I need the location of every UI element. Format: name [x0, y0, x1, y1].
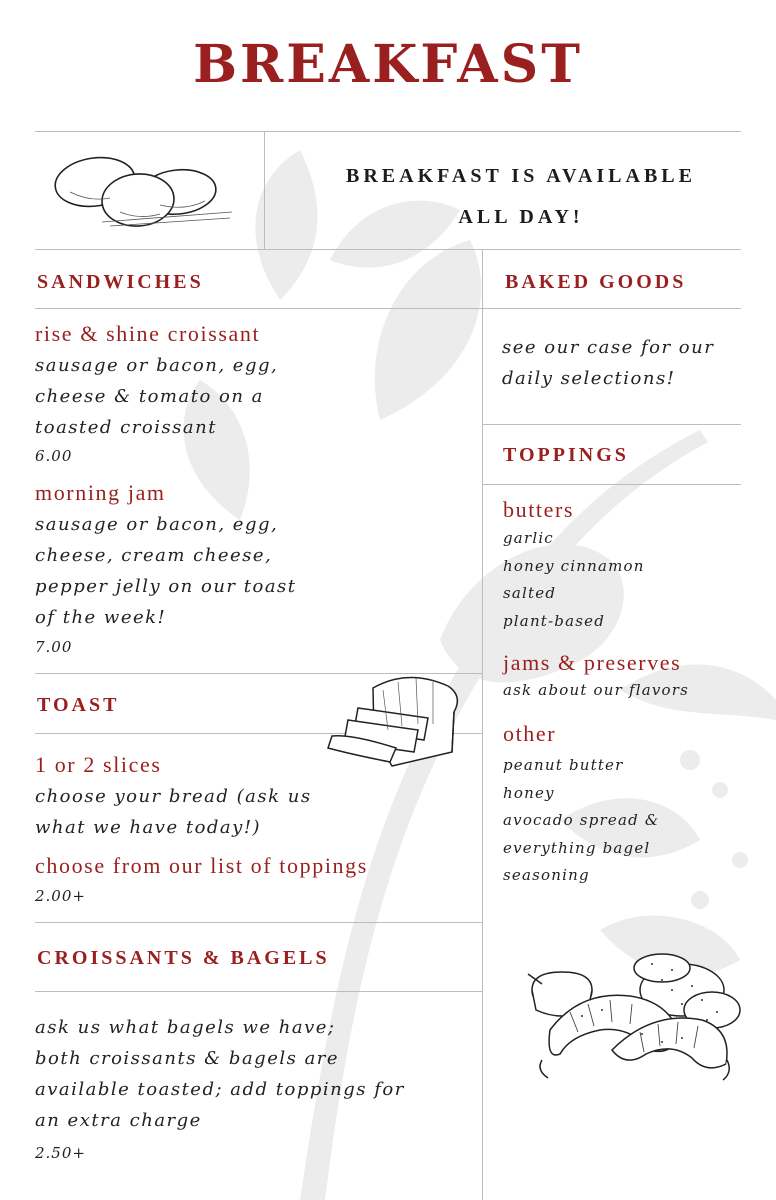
toppings-group-jams: jams & preserves: [503, 650, 682, 675]
item-desc-rise-shine: [35, 350, 278, 443]
desc-line: sausage or bacon, egg,: [35, 514, 279, 535]
pastries-illustration: [522, 950, 742, 1090]
notice-line-1: BREAKFAST IS AVAILABLE: [346, 165, 696, 187]
list-item: garlic: [503, 529, 554, 547]
divider-top: [35, 131, 741, 132]
desc-line: available toasted; add toppings for: [35, 1079, 405, 1100]
eggs-illustration: [50, 150, 250, 240]
bread-loaf-illustration: [328, 668, 468, 778]
item-price-toast: 2.00+: [35, 887, 86, 905]
desc-line: cheese & tomato on a: [35, 386, 264, 407]
list-item: honey cinnamon: [503, 556, 645, 575]
item-price-morning-jam: 7.00: [35, 638, 73, 656]
section-heading-baked-goods: BAKED GOODS: [505, 271, 687, 293]
section-heading-toppings: TOPPINGS: [503, 444, 629, 466]
list-item: ask about our flavors: [503, 681, 690, 699]
list-item: everything bagel: [503, 838, 651, 857]
item-desc-toast-slices: [35, 781, 312, 843]
list-item: plant-based: [503, 611, 606, 630]
toppings-jams-list: [503, 677, 689, 705]
desc-line: choose your bread (ask us: [35, 786, 312, 807]
desc-line: cheese, cream cheese,: [35, 545, 273, 566]
section-heading-toast: TOAST: [37, 694, 120, 716]
page-title: BREAKFAST: [193, 34, 583, 95]
item-name-toast-slices: 1 or 2 slices: [35, 752, 162, 777]
divider-sandwiches: [35, 308, 482, 309]
list-item: avocado spread &: [503, 811, 660, 829]
divider-under-notice: [35, 249, 741, 250]
availability-notice: [266, 156, 776, 238]
croissants-bagels-desc: [35, 1012, 405, 1136]
item-price-rise-shine: 6.00: [35, 447, 73, 465]
desc-line: pepper jelly on our toast: [35, 576, 297, 597]
desc-line: daily selections!: [502, 368, 676, 389]
croissants-bagels-price: 2.50+: [35, 1144, 86, 1162]
baked-goods-desc: [502, 332, 714, 394]
desc-line: see our case for our: [502, 337, 715, 358]
desc-line: of the week!: [35, 607, 167, 628]
desc-line: sausage or bacon, egg,: [35, 355, 279, 376]
list-item: salted: [503, 584, 557, 602]
divider-columns: [482, 249, 483, 1200]
divider-baked-goods: [483, 308, 741, 309]
desc-line: an extra charge: [35, 1110, 202, 1131]
list-item: seasoning: [503, 866, 590, 884]
desc-line: toasted croissant: [35, 417, 217, 438]
item-name-rise-shine: rise & shine croissant: [35, 321, 261, 346]
item-name-toast-toppings: choose from our list of toppings: [35, 853, 368, 878]
list-item: honey: [503, 783, 555, 802]
section-heading-croissants-bagels: CROISSANTS & BAGELS: [37, 947, 330, 969]
divider-croissants-under: [35, 991, 482, 992]
divider-toppings-under: [483, 484, 741, 485]
divider-croissants-top: [35, 922, 482, 923]
toppings-other-list: [503, 752, 659, 890]
item-desc-morning-jam: [35, 509, 297, 633]
item-name-morning-jam: morning jam: [35, 480, 166, 505]
toppings-group-butters: butters: [503, 497, 575, 522]
list-item: peanut butter: [503, 756, 624, 774]
divider-notice-vertical: [264, 131, 265, 249]
section-heading-sandwiches: SANDWICHES: [37, 271, 204, 293]
toppings-butters-list: [503, 525, 645, 635]
divider-toppings-top: [483, 424, 741, 425]
desc-line: what we have today!): [35, 817, 262, 838]
notice-line-2: ALL DAY!: [458, 206, 584, 228]
desc-line: both croissants & bagels are: [35, 1048, 340, 1069]
desc-line: ask us what bagels we have;: [35, 1017, 336, 1038]
toppings-group-other: other: [503, 721, 557, 746]
